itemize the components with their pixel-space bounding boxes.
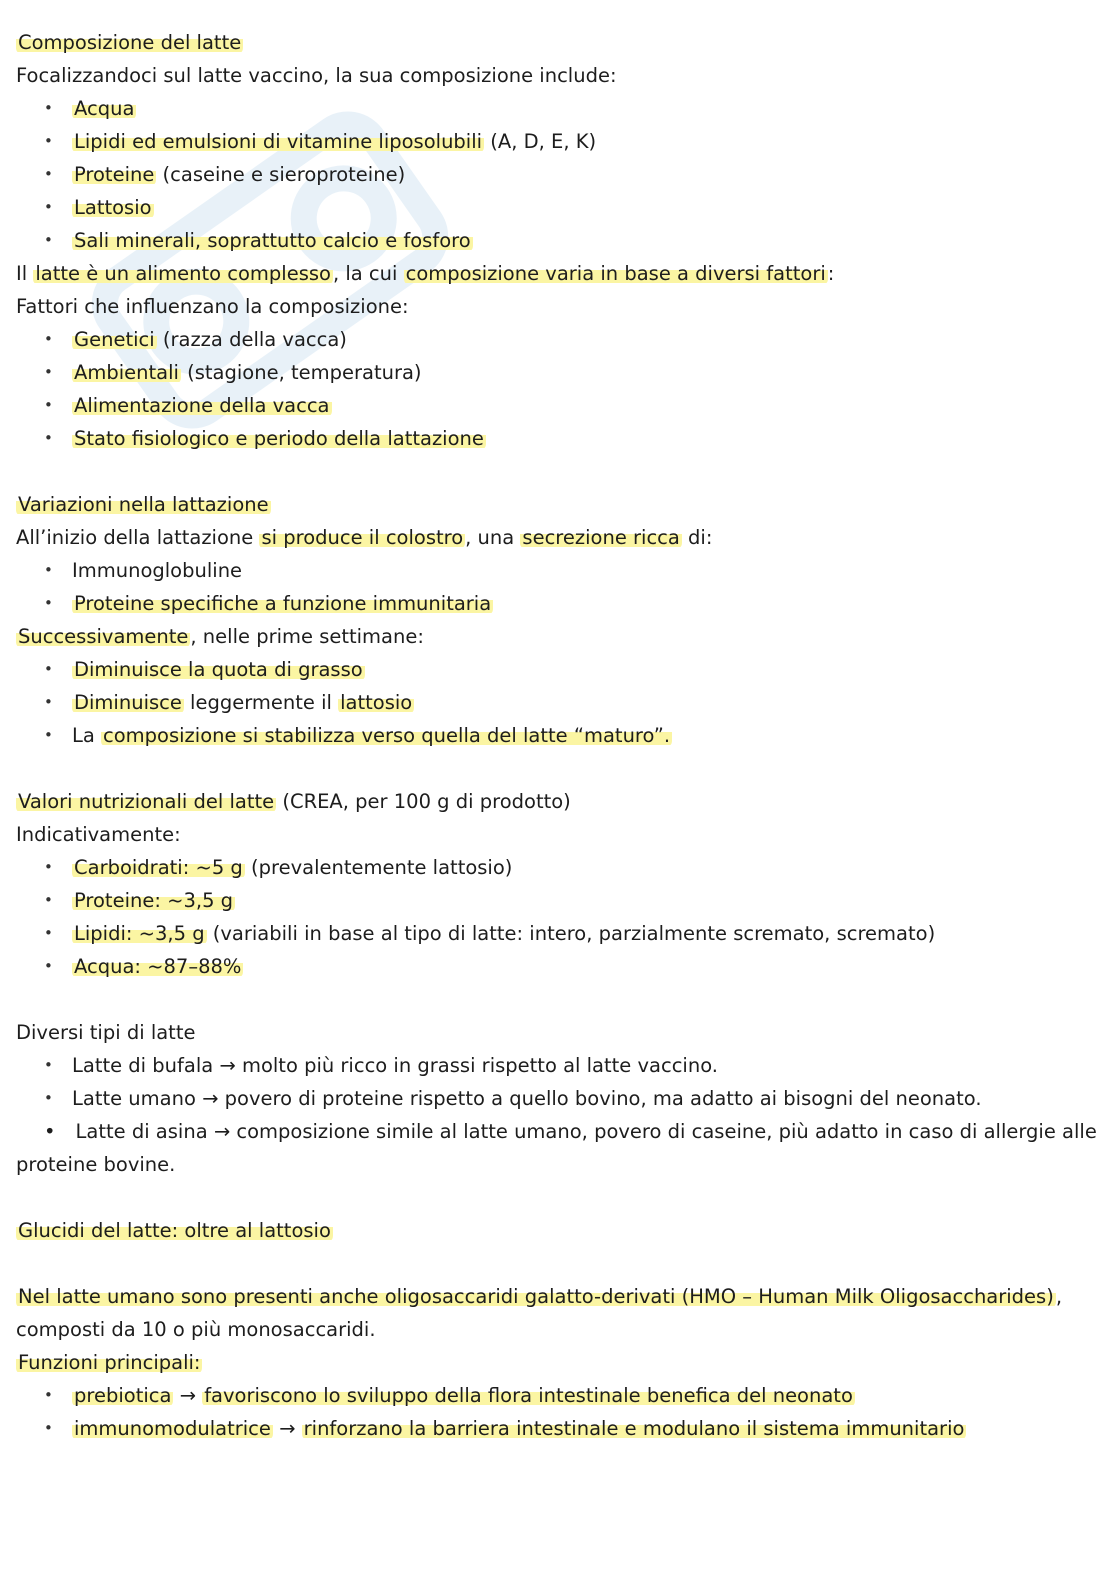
complex-sentence: Il latte è un alimento complesso , la cui composizione varia in base a diversi fattori : <box>16 262 835 285</box>
list-item: • Immunoglobuline <box>16 554 1106 587</box>
list-item: • Stato fisiologico e periodo della lattazione <box>16 422 1106 455</box>
colostro-sentence: All’inizio della lattazione si produce il colostro , una secrezione ricca di: <box>16 526 713 549</box>
valori-intro: Indicativamente: <box>16 823 181 846</box>
section-title-glucidi: Glucidi del latte: oltre al lattosio <box>18 1219 331 1242</box>
section-title-variazioni: Variazioni nella lattazione <box>18 493 269 516</box>
successivamente-line: Successivamente , nelle prime settimane: <box>18 625 424 648</box>
section-title-valori: Valori nutrizionali del latte (CREA, per 100 g di prodotto) <box>18 790 571 813</box>
list-item: • Ambientali (stagione, temperatura) <box>16 356 1106 389</box>
list-item: • La composizione si stabilizza verso quella del latte “maturo”. <box>16 719 1106 752</box>
list-item: • Latte di bufala → molto più ricco in grassi rispetto al latte vaccino. <box>16 1049 1106 1082</box>
list-item: • Proteine specifiche a funzione immunitaria <box>16 587 1106 620</box>
list-item: • Lattosio <box>16 191 1106 224</box>
section-title-composizione: Composizione del latte <box>18 31 242 54</box>
composizione-intro: Focalizzandoci sul latte vaccino, la sua composizione include: <box>16 64 617 87</box>
hmo-paragraph: Nel latte umano sono presenti anche oligosaccaridi galatto-derivati (HMO – Human Milk Oligosaccharides) , composti da 10 o più monosaccaridi. <box>16 1285 1063 1341</box>
list-item: • prebiotica → favoriscono lo sviluppo della flora intestinale benefica del neonato <box>16 1379 1106 1412</box>
list-item: • Diminuisce leggermente il lattosio <box>16 686 1106 719</box>
list-item: • Sali minerali, soprattutto calcio e fosforo <box>16 224 1106 257</box>
list-item: • Acqua <box>16 92 1106 125</box>
notes-page <box>16 26 1106 1445</box>
list-item: • Lipidi ed emulsioni di vitamine liposolubili (A, D, E, K) <box>16 125 1106 158</box>
list-item: • Diminuisce la quota di grasso <box>16 653 1106 686</box>
funzioni-label: Funzioni principali: <box>18 1351 201 1374</box>
list-item: • Latte umano → povero di proteine rispetto a quello bovino, ma adatto ai bisogni del neonato. <box>16 1082 1106 1115</box>
list-item: • Lipidi: ~3,5 g (variabili in base al tipo di latte: intero, parzialmente scremato, scremato) <box>16 917 1106 950</box>
section-title-tipi: Diversi tipi di latte <box>16 1021 196 1044</box>
list-item: • immunomodulatrice → rinforzano la barriera intestinale e modulano il sistema immunitario <box>16 1412 1106 1445</box>
list-item: • Proteine: ~3,5 g <box>16 884 1106 917</box>
list-item-asina: • Latte di asina → composizione simile al latte umano, povero di caseine, più adatto in caso di allergie alle proteine bovine. <box>16 1120 1097 1176</box>
list-item: • Acqua: ~87–88% <box>16 950 1106 983</box>
factors-label: Fattori che influenzano la composizione: <box>16 295 409 318</box>
list-item: • Alimentazione della vacca <box>16 389 1106 422</box>
list-item: • Carboidrati: ~5 g (prevalentemente lattosio) <box>16 851 1106 884</box>
list-item: • Proteine (caseine e sieroproteine) <box>16 158 1106 191</box>
list-item: • Genetici (razza della vacca) <box>16 323 1106 356</box>
